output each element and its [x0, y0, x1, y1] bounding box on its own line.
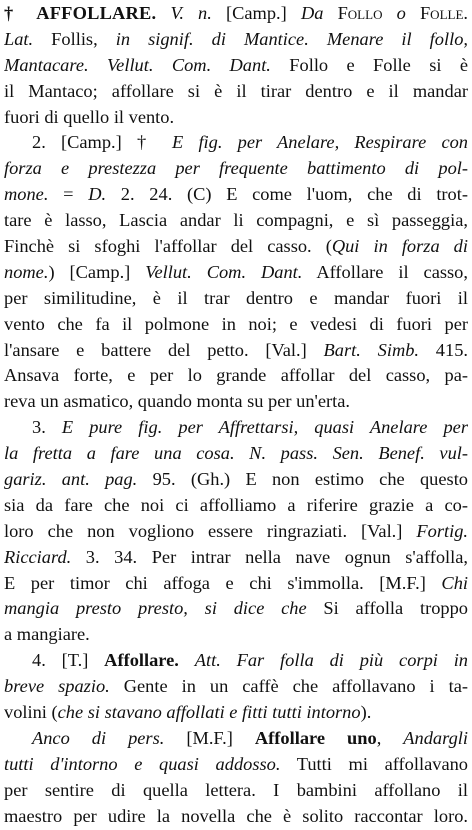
text-run: ). — [360, 702, 372, 723]
text-run: V. n. — [170, 3, 212, 23]
entry-line — [4, 260, 468, 286]
text-run: Folle. — [405, 3, 468, 23]
text-run: nome. — [4, 261, 49, 282]
text-run: [M.F.] — [164, 727, 255, 748]
text-run: in signif. di Mantice. Menare il follo, — [115, 28, 468, 49]
entry-line — [4, 79, 468, 105]
text-run: loro che non vogliono essere ringraziati. [Val.] — [4, 520, 417, 541]
text-run — [179, 650, 195, 670]
text-run: Bart. Simb. — [323, 339, 420, 360]
text-run: Follis, — [33, 28, 116, 49]
entry-line — [4, 53, 468, 79]
text-run: Andargli — [403, 727, 468, 748]
text-run: mangia presto presto, si dice che — [4, 598, 307, 619]
text-run: Vellut. Com. Dant. — [145, 261, 303, 282]
entry-line — [4, 622, 468, 648]
entry-line — [4, 389, 468, 415]
text-run: Follo e Folle si è — [270, 54, 468, 75]
text-run: Qui in forza di — [331, 236, 468, 257]
text-run: tutti d'intorno e quasi addosso. — [4, 753, 281, 774]
text-run — [156, 3, 170, 23]
entry-line — [4, 674, 468, 700]
text-run: Gente in un caffè che affollavano i ta- — [109, 676, 468, 697]
text-run: [Camp.] — [211, 3, 301, 23]
text-run: Follo — [323, 3, 397, 23]
entry-line — [4, 234, 468, 260]
text-run: Ricciard. — [4, 546, 72, 567]
entry-line — [4, 778, 468, 804]
text-run: E pure fig. per Affrettarsi, quasi Anelare per — [61, 417, 468, 438]
entry-line — [4, 467, 468, 493]
text-run: Fortig. — [416, 520, 468, 541]
text-run: il Mantaco; affollare si è il tirar dentro e il mandar — [4, 80, 468, 101]
text-run: 2. [Camp.] † — [32, 132, 172, 153]
text-run: forza e prestezza per frequente battimento di pol- — [4, 158, 468, 179]
text-run: E fig. per Anelare, Respirare con — [172, 132, 468, 153]
entry-line — [4, 804, 468, 830]
text-run: volini ( — [4, 702, 58, 723]
text-run: gariz. ant. pag. — [4, 469, 138, 490]
text-run: 4. [T.] — [32, 650, 105, 671]
text-run: 3. — [32, 417, 62, 438]
text-run: 2. 24. (C) E come l'uom, che di trot- — [106, 184, 468, 205]
text-run: , — [376, 727, 404, 748]
text-run: maestro per udire la novella che è solito raccontar loro. — [4, 805, 468, 826]
text-run: Mantacare. Vellut. Com. Dant. — [4, 54, 271, 75]
entry-line — [4, 493, 468, 519]
text-run: Tutti mi affollavano — [280, 753, 468, 774]
text-run: 95. (Gh.) E non estimo che questo — [137, 469, 468, 490]
text-run: † AFFOLLARE. — [4, 3, 157, 23]
text-run: a mangiare. — [4, 624, 90, 645]
entry-line — [4, 182, 468, 208]
entry-line — [4, 208, 468, 234]
text-run: reva un asmatico, quando monta su per un'erta. — [4, 391, 350, 412]
text-run: Da — [300, 3, 324, 23]
entry-line — [4, 105, 468, 131]
entry-line — [4, 338, 468, 364]
text-run: mone. — [4, 184, 49, 205]
text-run: la fretta a fare una cosa. N. pass. Sen. Benef. vul- — [4, 443, 468, 464]
entry-line — [4, 545, 468, 571]
text-run: Affollare. — [104, 650, 179, 671]
text-run: che si stavano affollati e fitti tutti intorno — [57, 702, 361, 723]
entry-line — [4, 286, 468, 312]
text-run: l'ansare e battere del petto. [Val.] — [4, 339, 324, 360]
text-run: Ansava forte, e per lo grande affollar del casso, pa- — [4, 365, 468, 386]
text-run: 415. — [419, 339, 468, 360]
text-run: Att. Far folla di più corpi in — [194, 650, 468, 671]
text-run: E per timor chi affoga e chi s'immolla. [M.F.] — [4, 572, 442, 593]
text-run: Finchè si sfoghi l'affollar del casso. ( — [4, 236, 332, 257]
text-run: per sentire di quella lettera. I bambini affollano il — [4, 779, 468, 800]
text-run: Lat. — [4, 28, 34, 49]
entry-line — [4, 27, 468, 53]
entry-line — [4, 156, 468, 182]
text-run: vento che fa il polmone in noi; e vedesi di fuori per — [4, 313, 468, 334]
text-run: breve spazio. — [4, 676, 110, 697]
text-run: tare è lasso, Lascia andar li compagni, e sì passeggia, — [4, 210, 468, 231]
text-run: sia da fare che noi ci affolliamo a riferire grazie a co- — [4, 494, 468, 515]
entry-line — [4, 312, 468, 338]
sense-3-line — [4, 415, 468, 441]
dictionary-entry-affollare — [4, 1, 468, 826]
entry-line — [4, 571, 468, 597]
entry-line — [4, 596, 468, 622]
text-run: Anco di pers. — [32, 727, 165, 748]
text-run: fuori di quello il vento. — [4, 106, 175, 127]
entry-line — [4, 519, 468, 545]
subsense-line — [4, 726, 468, 752]
text-run: Affollare uno — [254, 727, 377, 748]
entry-line — [4, 1, 468, 27]
text-run: Si affolla troppo — [306, 598, 468, 619]
text-run: o — [396, 3, 406, 23]
entry-line — [4, 752, 468, 778]
text-run: ) [Camp.] — [48, 261, 146, 282]
entry-line — [4, 700, 468, 726]
sense-2-line — [4, 130, 468, 156]
text-run: = — [48, 184, 89, 205]
text-run: Chi — [441, 572, 468, 593]
entry-line — [4, 363, 468, 389]
sense-4-line — [4, 648, 468, 674]
text-run: per similitudine, è il trar dentro e mandar fuori il — [4, 287, 468, 308]
entry-line — [4, 441, 468, 467]
text-run: 3. 34. Per intrar nella nave ognun s'affolla, — [71, 546, 468, 567]
text-run: D. — [88, 184, 107, 205]
text-run: Affollare il casso, — [302, 261, 468, 282]
